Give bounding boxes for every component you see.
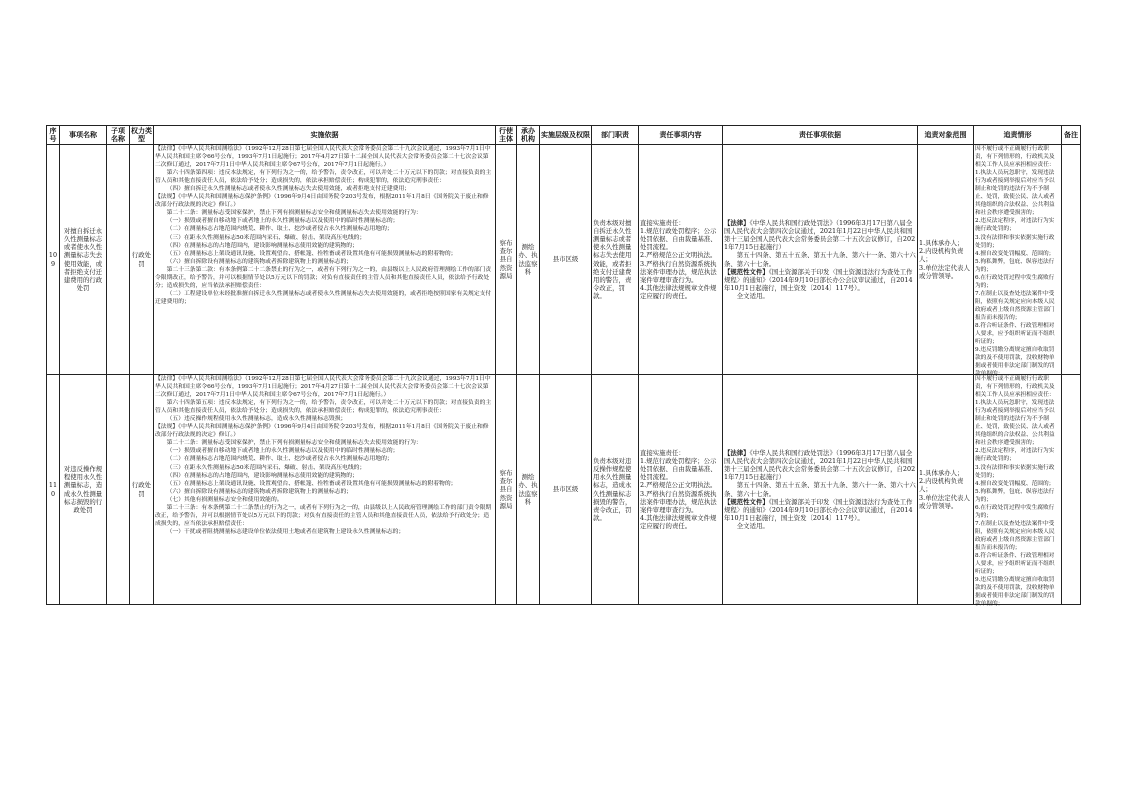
row-no: 110 bbox=[47, 375, 60, 605]
list-item: 1.执法人员玩忽职守，发现违法行为或者接到举报后对应当予以制止和处罚的违法行为不予制止、处罚，致使公民、法人或者其他组织的合法权益、公共利益和社会秩序遭受损害的； bbox=[975, 170, 1055, 217]
list-item: 1.规范行政处罚程序；公示处罚依据、自由裁量基准、处罚流程。 bbox=[640, 227, 717, 252]
respbasis-list bbox=[724, 219, 916, 300]
row-situation bbox=[974, 375, 1062, 608]
row-basis bbox=[154, 375, 496, 605]
respbasis-text: 全文适用。 bbox=[736, 521, 769, 530]
list-item: 7.在制止以及查处违法案件中受阻，依照有关规定应向本级人民政府或者上级自然资源主管部门报告而未报告的； bbox=[975, 290, 1055, 321]
basis-paragraph: 【法规】《中华人民共和国测量标志保护条例》（1996年9月4日由国务院令203号发布，根据2011年1月8日《国务院关于废止和修改部分行政法规的决定》修订。） bbox=[155, 424, 489, 439]
row-content bbox=[639, 375, 723, 605]
row-sub bbox=[107, 145, 130, 375]
list-item: 3.没有法律和事实依据实施行政处罚的； bbox=[975, 234, 1055, 249]
header-name: 事项名称 bbox=[60, 126, 107, 145]
list-item: 6.在行政处罚过程中发生腐败行为的； bbox=[975, 274, 1055, 289]
header-subject: 行使主体 bbox=[496, 126, 517, 145]
basis-paragraph: （二）工程建设单位未经批准擅自拆迁永久性测量标志或者使永久性测量标志失去使用效能的，或者拒绝按照国家有关规定支付迁建费用的； bbox=[155, 290, 492, 305]
row-name: 对擅自拆迁永久性测量标志或者使永久性测量标志失去使用效能，或者拒绝支付迁建费用的行政处罚 bbox=[60, 145, 107, 375]
basis-paragraph: 第六十四条第四项：违反本法规定，有下列行为之一的，给予警告，责令改正，可以并处二十万元以下的罚款；对直接负责的主管人员和其他直接责任人员，依法给予处分；造成损失的，依法承担赔偿责任；构成犯罪的，依法追究刑事责任： bbox=[155, 170, 492, 185]
list-item: 5.徇私舞弊，包庇、纵容违法行为的； bbox=[975, 258, 1055, 273]
content-list bbox=[640, 219, 721, 300]
respbasis-text: 第五十四条、第五十五条、第五十九条、第六十一条、第六十六条、第六十七条。 bbox=[724, 481, 916, 498]
row-remark bbox=[1062, 145, 1081, 375]
respbasis-text: 全文适用。 bbox=[736, 291, 769, 300]
list-item: 7.在制止以及查处违法案件中受阻，依照有关规定应向本级人民政府或者上级自然资源主管部门报告而未报告的； bbox=[975, 520, 1055, 551]
basis-paragraph: （六）擅自拆除设有测量标志的建筑物或者拆除建筑物上的测量标志的； bbox=[166, 258, 353, 265]
list-item: 2.违反法定程序，对违法行为实施行政处罚的； bbox=[975, 218, 1055, 233]
row-scope bbox=[918, 375, 974, 605]
situation-list bbox=[975, 375, 1060, 608]
list-item: 8.符合听证条件、行政管理相对人要求，应予组织听证而不组织听证的； bbox=[975, 553, 1055, 576]
respbasis-paragraph bbox=[724, 481, 916, 497]
row-situation bbox=[974, 145, 1062, 378]
respbasis-paragraph bbox=[724, 219, 916, 251]
basis-paragraph: （六）擅自拆除设有测量标志的建筑物或者拆除建筑物上的测量标志的； bbox=[166, 488, 353, 495]
basis-paragraph: （三）在距永久性测量标志50米范围内采石、爆破、射击、架设高压电线的； bbox=[166, 464, 366, 471]
basis-paragraph: 第二十三条第二款：有本条例第二十二条禁止的行为之一，或者有下列行为之一的，由县级以上人民政府管理测绘工作的部门责令限期改正，给予警告，并可以根据情节处以5万元以下的罚款；对负有直接责任的主管人员和其他直接责任人员，依法给予行政处分；造成损失的，应当依法承担赔偿责任： bbox=[155, 266, 492, 289]
header-type: 权力类型 bbox=[131, 127, 152, 143]
row-org: 测绘办、执法监察科 bbox=[517, 375, 540, 605]
list-item: 1.执法人员玩忽职守，发现违法行为或者接到举报后对应当予以制止和处罚的违法行为不予制止、处罚，致使公民、法人或者其他组织的合法权益、公共利益和社会秩序遭受损害的； bbox=[975, 400, 1055, 447]
row-level: 县市区级 bbox=[540, 145, 592, 375]
row-respbasis bbox=[723, 375, 918, 605]
respbasis-label: 【规范性文件】 bbox=[724, 267, 769, 276]
list-item: 9.违反罚缴分离规定擅自收取罚款的及不使用罚款，没收财物单据或者使用非法定部门制发的罚款单据的； bbox=[975, 347, 1055, 378]
basis-paragraph: （五）违反操作规程使用永久性测量标志，造成永久性测量标志毁损； bbox=[166, 416, 347, 423]
header-basis: 实施依据 bbox=[154, 126, 496, 145]
row-name: 对违反操作规程使用永久性测量标志，造成永久性测量标志损毁的行政处罚 bbox=[60, 375, 107, 605]
content-list bbox=[640, 449, 721, 530]
list-item: 6.在行政处罚过程中发生腐败行为的； bbox=[975, 504, 1055, 519]
respbasis-text: 《中华人民共和国行政处罚法》（1996年3月17日第八届全国人民代表大会第四次会议通过，2021年1月22日中华人民共和国第十三届全国人民代表大会常务委员会第二十五次会议修订，自2021年7月15日起施行） bbox=[724, 219, 916, 252]
respbasis-text: 《中华人民共和国行政处罚法》（1996年3月17日第八届全国人民代表大会第四次会议通过，2021年1月22日中华人民共和国第十三届全国人民代表大会常务委员会第二十五次会议修订，自2021年7月15日起施行） bbox=[724, 449, 916, 482]
respbasis-label: 【规范性文件】 bbox=[724, 497, 769, 506]
respbasis-paragraph bbox=[724, 251, 916, 267]
header-scope: 追责对象范围 bbox=[918, 126, 974, 145]
respbasis-list bbox=[724, 449, 916, 530]
row-basis bbox=[154, 145, 496, 375]
basis-paragraph: （七）其他有损测量标志安全和使用效能的。 bbox=[166, 496, 283, 503]
table-row bbox=[47, 145, 1081, 375]
row-content bbox=[639, 145, 723, 375]
basis-paragraph: （四）在测量标志的占地范围内，建设影响测量标志使用效能的建筑物的； bbox=[166, 242, 358, 249]
list-item: 3.严格执行自然资源系统执法案件审理办法，规范执法案件审理审查行为。 bbox=[640, 489, 717, 514]
row-type: 行政处罚 bbox=[130, 375, 154, 605]
list-item: 4.其他法律法规规章文件规定应履行的责任。 bbox=[640, 283, 717, 300]
header-content: 责任事项内容 bbox=[639, 126, 723, 145]
respbasis-paragraph bbox=[724, 449, 916, 481]
row-remark bbox=[1062, 375, 1081, 605]
header-no: 序号 bbox=[47, 126, 60, 145]
power-list-table bbox=[46, 125, 1081, 608]
basis-paragraph: 第二十二条：测量标志受国家保护，禁止下列有损测量标志安全和使测量标志失去使用效能的行为： bbox=[166, 440, 422, 447]
header-respbasis: 责任事项依据 bbox=[723, 126, 918, 145]
respbasis-text: 《国土资源部关于印发〈国土资源违法行为查处工作规程〉的通知》（2014年9月10日部长办公会议审议通过，自2014年10月1日起施行，国土资发〔2014〕117号）。 bbox=[724, 497, 913, 522]
situation-list bbox=[975, 145, 1060, 378]
row-level: 县市区级 bbox=[540, 375, 592, 605]
header-situation: 追责情形 bbox=[974, 126, 1062, 145]
list-item: 5.徇私舞弊，包庇、纵容违法行为的； bbox=[975, 488, 1055, 503]
basis-text bbox=[155, 145, 494, 374]
list-item: 2.严格规范公正文明执法。 bbox=[640, 251, 717, 260]
list-item: 4.擅自改变处罚幅度、范围的； bbox=[975, 250, 1055, 257]
row-subject: 察布查尔县自然资源局 bbox=[496, 375, 517, 605]
basis-paragraph: （一）损毁或者擅自移动地下或者地上的永久性测量标志以及使用中的临时性测量标志的； bbox=[166, 218, 399, 225]
list-item: 直接实施责任： bbox=[640, 449, 685, 458]
respbasis-paragraph bbox=[724, 498, 916, 522]
basis-paragraph: （二）在测量标志占地范围内烧荒、耕作、取土、挖沙或者侵占永久性测量标志用地的； bbox=[166, 456, 393, 463]
scope-list bbox=[919, 239, 972, 279]
basis-paragraph: 第二十二条：测量标志受国家保护，禁止下列有损测量标志安全和使测量标志失去使用效能的行为： bbox=[166, 210, 422, 217]
row-duty: 负责本级对违反操作规程使用永久性测量标志，造成永久性测量标志损毁的警告，责令改正，罚款。 bbox=[592, 375, 639, 605]
list-item: 1.具体承办人； bbox=[919, 469, 964, 478]
row-scope bbox=[918, 145, 974, 375]
list-item: 直接实施责任： bbox=[640, 219, 685, 228]
row-duty: 负责本级对擅自拆迁永久性测量标志或者使永久性测量标志失去使用效能，或者拒绝支付迁建费用的警告，责令改正，罚款。 bbox=[592, 145, 639, 375]
list-item: 因不履行或不正确履行行政职责，有下列情形的，行政机关及相关工作人员应承担相应责任： bbox=[975, 146, 1055, 169]
header-level: 实施层级及权限 bbox=[540, 126, 592, 145]
list-item: 2.内设机构负责人； bbox=[919, 477, 964, 494]
respbasis-text: 《国土资源部关于印发〈国土资源违法行为查处工作规程〉的通知》（2014年9月10日部长办公会议审议通过，自2014年10月1日起施行，国土资发〔2014〕117号）。 bbox=[724, 267, 913, 292]
row-org: 测绘办、执法监察科 bbox=[517, 145, 540, 375]
header-row bbox=[47, 126, 1081, 145]
scope-list bbox=[919, 469, 972, 509]
row-respbasis bbox=[723, 145, 918, 375]
respbasis-paragraph bbox=[724, 268, 916, 292]
header-org: 承办机构 bbox=[517, 126, 540, 145]
list-item: 4.擅自改变处罚幅度、范围的； bbox=[975, 480, 1055, 487]
basis-paragraph: （四）在测量标志的占地范围内，建设影响测量标志使用效能的建筑物的； bbox=[166, 472, 358, 479]
row-subject: 察布查尔县自然资源局 bbox=[496, 145, 517, 375]
list-item: 9.违反罚缴分离规定擅自收取罚款的及不使用罚款，没收财物单据或者使用非法定部门制发的罚款单据的； bbox=[975, 577, 1055, 608]
list-item: 2.违反法定程序，对违法行为实施行政处罚的； bbox=[975, 448, 1055, 463]
basis-paragraph: （二）在测量标志占地范围内烧荒、耕作、取土、挖沙或者侵占永久性测量标志用地的； bbox=[166, 226, 393, 233]
basis-paragraph: （一）干扰或者阻挠测量标志建设单位依法使用土地或者在建筑物上建设永久性测量标志的； bbox=[166, 528, 405, 535]
header-sub: 子项名称 bbox=[107, 126, 130, 145]
list-item: 2.内设机构负责人； bbox=[919, 247, 964, 264]
respbasis-text: 第五十四条、第五十五条、第五十九条、第六十一条、第六十六条、第六十七条。 bbox=[724, 251, 916, 268]
list-item: 4.其他法律法规规章文件规定应履行的责任。 bbox=[640, 513, 717, 530]
respbasis-paragraph bbox=[724, 522, 916, 530]
basis-paragraph: （四）擅自拆迁永久性测量标志或者使永久性测量标志失去使用效能，或者拒绝支付迁建费用； bbox=[166, 186, 411, 193]
basis-text bbox=[155, 375, 494, 604]
row-sub bbox=[107, 375, 130, 605]
basis-paragraph: （五）在测量标志上架设通讯设施、设置观望台、搭帐篷、拴牲畜或者设置其他有可能损毁测量标志的附着物的； bbox=[166, 250, 457, 257]
basis-paragraph: 第二十三条：有本条例第二十二条禁止的行为之一，或者有下列行为之一的，由县级以上人民政府管理测绘工作的部门责令限期改正，给予警告，并可以根据情节处以5万元以下的罚款；对负有直接责任的主管人员和其他直接责任人员，依法给予行政处分；造成损失的，应当依法承担赔偿责任： bbox=[155, 504, 492, 527]
list-item: 因不履行或不正确履行行政职责，有下列情形的，行政机关及相关工作人员应承担相应责任： bbox=[975, 376, 1055, 399]
list-item: 1.规范行政处罚程序；公示处罚依据、自由裁量基准、处罚流程。 bbox=[640, 457, 717, 482]
basis-paragraph: 【法律】《中华人民共和国测绘法》（1992年12月28日第七届全国人民代表大会常务委员会第二十九次会议通过，1993年7月1日中华人民共和国主席令66号公布，1993年7月1日起施行；2017年4月27日第十二届全国人民代表大会常务委员会第二十七次会议第二次修订通过，2017年7月1日中华人民共和国主席令67号公布，2017年7月1日起施行。） bbox=[155, 146, 491, 169]
basis-paragraph: （五）在测量标志上架设通讯设施、设置观望台、搭帐篷、拴牲畜或者设置其他有可能损毁测量标志的附着物的； bbox=[166, 480, 457, 487]
basis-paragraph: 【法律】《中华人民共和国测绘法》（1992年12月28日第七届全国人民代表大会常务委员会第二十九次会议通过，1993年7月1日中华人民共和国主席令66号公布，1993年7月1日起施行；2017年4月27日第十二届全国人民代表大会常务委员会第二十七次会议第二次修订通过，2017年7月1日中华人民共和国主席令67号公布，2017年7月1日起施行。） bbox=[155, 376, 491, 399]
respbasis-label: 【法律】 bbox=[724, 219, 750, 228]
list-item: 8.符合听证条件、行政管理相对人要求，应予组织听证而不组织听证的； bbox=[975, 323, 1055, 346]
table-row bbox=[47, 375, 1081, 605]
list-item: 3.单位法定代表人或分管领导。 bbox=[919, 263, 970, 280]
list-item: 1.具体承办人； bbox=[919, 239, 964, 248]
basis-paragraph: （一）损毁或者擅自移动地下或者地上的永久性测量标志以及使用中的临时性测量标志的； bbox=[166, 448, 399, 455]
header-duty: 部门职责 bbox=[592, 126, 639, 145]
basis-paragraph: 【法规】《中华人民共和国测量标志保护条例》（1996年9月4日由国务院令203号发布，根据2011年1月8日《国务院关于废止和修改部分行政法规的决定》修订。） bbox=[155, 194, 489, 209]
row-type: 行政处罚 bbox=[130, 145, 154, 375]
list-item: 3.没有法律和事实依据实施行政处罚的； bbox=[975, 464, 1055, 479]
list-item: 3.严格执行自然资源系统执法案件审理办法，规范执法案件审理审查行为。 bbox=[640, 259, 717, 284]
row-no: 109 bbox=[47, 145, 60, 375]
list-item: 3.单位法定代表人或分管领导。 bbox=[919, 493, 970, 510]
respbasis-paragraph bbox=[724, 292, 916, 300]
basis-paragraph: 第六十四条第五项：违反本法规定，有下列行为之一的，给予警告，责令改正，可以并处二十万元以下的罚款；对直接负责的主管人员和其他直接责任人员，依法给予处分；造成损失的，依法承担赔偿责任；构成犯罪的，依法追究刑事责任： bbox=[155, 400, 492, 415]
header-remark: 备注 bbox=[1062, 126, 1081, 145]
list-item: 2.严格规范公正文明执法。 bbox=[640, 481, 717, 490]
respbasis-label: 【法律】 bbox=[724, 449, 750, 458]
basis-paragraph: （三）在距永久性测量标志50米范围内采石、爆破、射击、架设高压电线的； bbox=[166, 234, 366, 241]
